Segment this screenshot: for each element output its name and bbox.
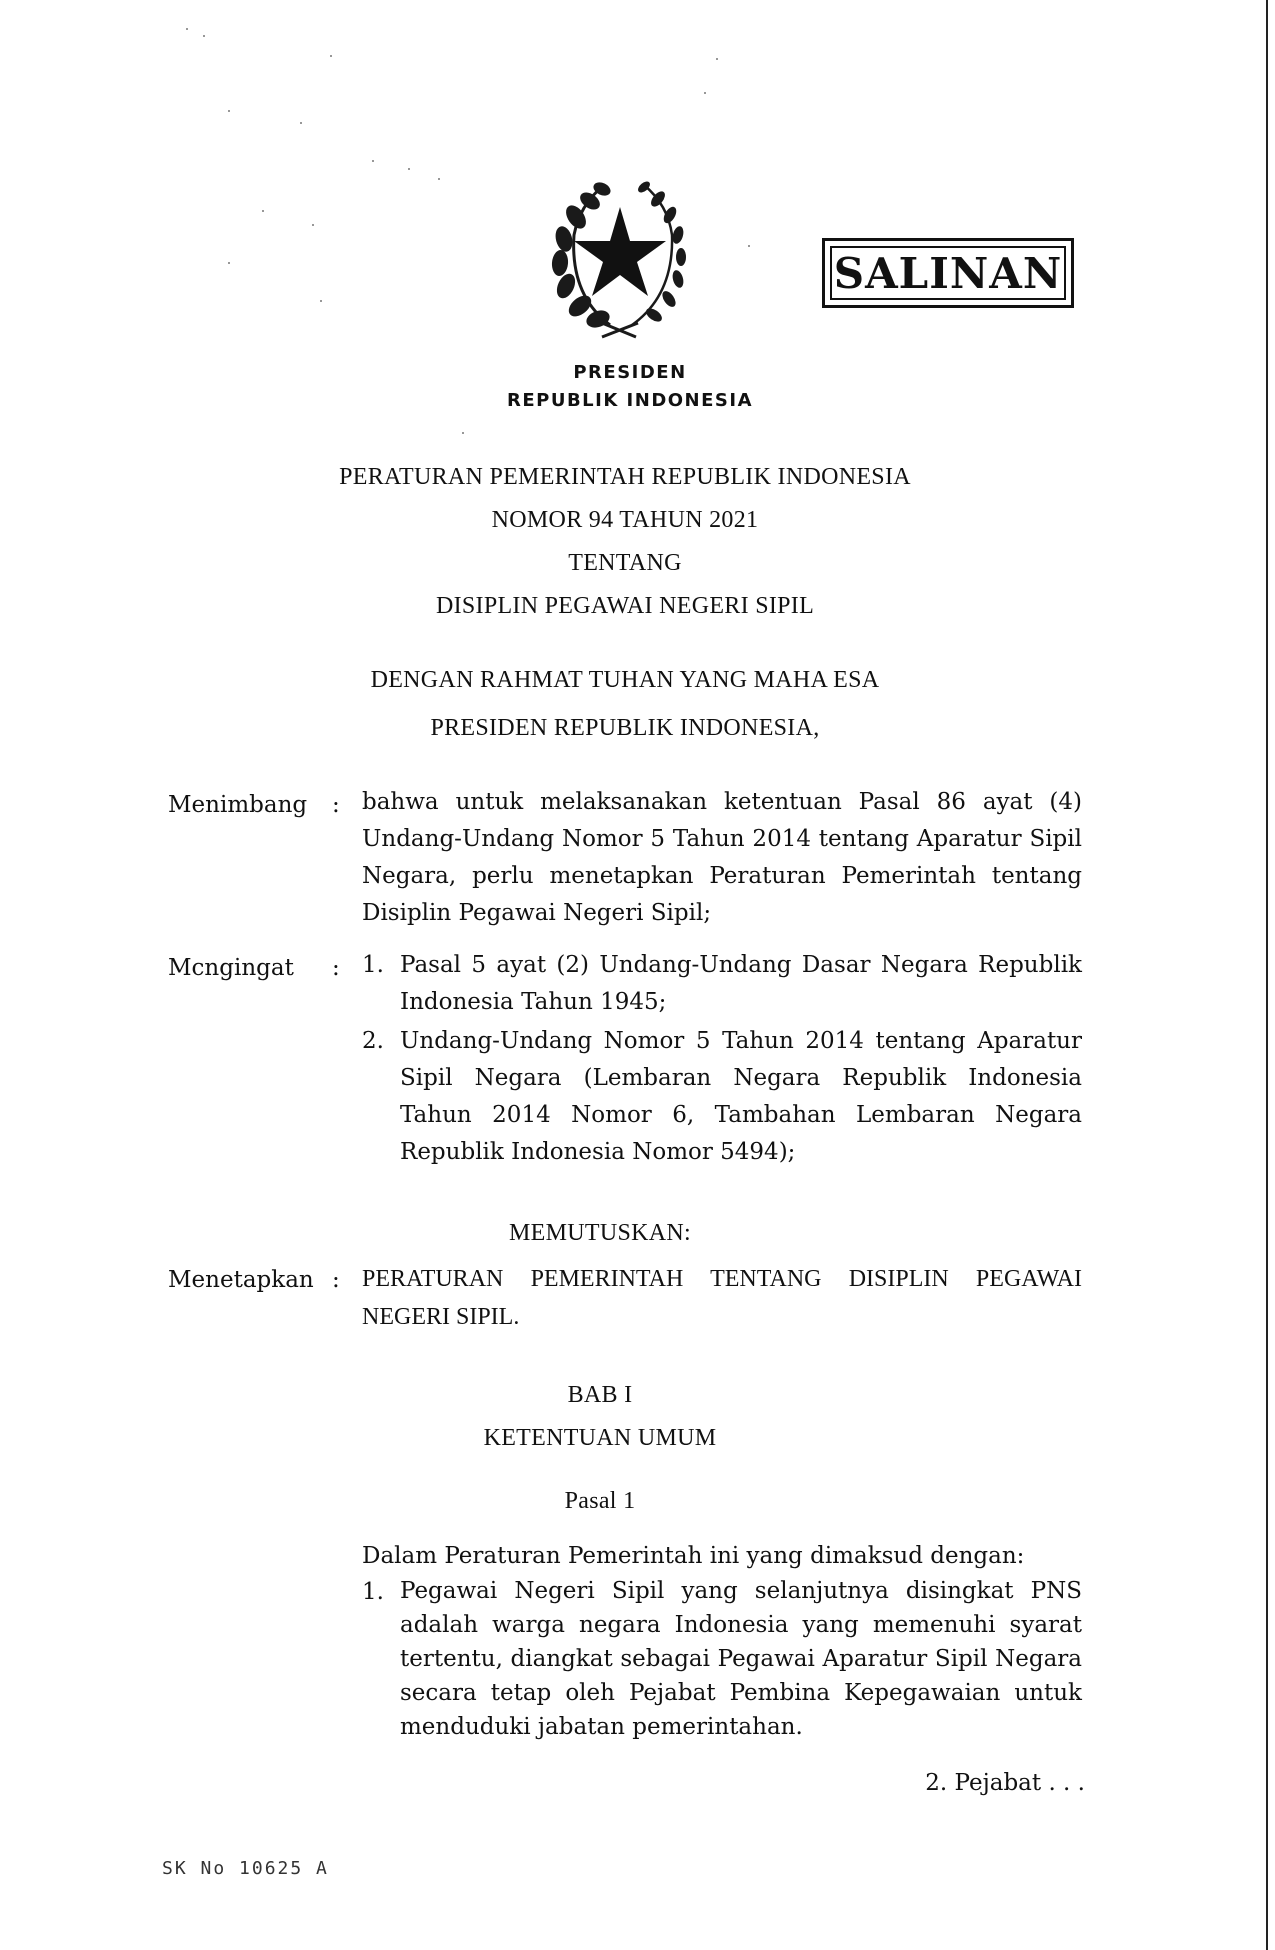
page-right-edge-rule <box>1266 0 1268 1950</box>
salinan-stamp: SALINAN <box>822 238 1074 308</box>
header-republic: REPUBLIK INDONESIA <box>506 390 754 411</box>
article-item: Pegawai Negeri Sipil yang selanjutnya disingkat PNS adalah warga negara Indonesia yang memenuhi syarat tertentu, diangkat sebagai Pegawai Aparatur Sipil Negara secara tetap oleh Pejabat Pembina Kepegawaian untuk menduduki jabatan pemerintahan. <box>400 1578 1082 1740</box>
header-president: PRESIDEN <box>573 362 687 383</box>
doc-subject: DISIPLIN PEGAWAI NEGERI SIPIL <box>435 593 815 619</box>
doc-tentang: TENTANG <box>568 550 682 576</box>
chapter-title: KETENTUAN UMUM <box>483 1425 717 1451</box>
chapter-number: BAB I <box>567 1382 633 1408</box>
preamble-line1: DENGAN RAHMAT TUHAN YANG MAHA ESA <box>370 667 880 693</box>
menetapkan-text: PERATURAN PEMERINTAH TENTANG DISIPLIN PEGAWAI NEGERI SIPIL. <box>362 1266 1082 1330</box>
mengingat-label: Mcngingat <box>168 955 294 981</box>
presidential-star-emblem-icon <box>540 165 700 340</box>
memutuskan-heading: MEMUTUSKAN: <box>509 1220 691 1246</box>
menetapkan-colon: : <box>332 1267 340 1293</box>
article-number: Pasal 1 <box>564 1488 636 1514</box>
menetapkan-label: Menetapkan <box>168 1267 314 1293</box>
menimbang-text: bahwa untuk melaksanakan ketentuan Pasal 86 ayat (4) Undang-Undang Nomor 5 Tahun 2014 tentang Aparatur Sipil Negara, perlu menetapkan Peraturan Pemerintah tentang Disiplin Pegawai Negeri Sipil; <box>362 789 1082 926</box>
next-page-catchword: 2. Pejabat . . . <box>925 1770 1085 1796</box>
article-item-num: 1. <box>362 1579 384 1605</box>
document-code: SK No 10625 A <box>162 1858 329 1879</box>
doc-title-line1: PERATURAN PEMERINTAH REPUBLIK INDONESIA <box>339 464 911 490</box>
menimbang-colon: : <box>332 792 340 818</box>
preamble-line2: PRESIDEN REPUBLIK INDONESIA, <box>430 715 820 741</box>
article-intro: Dalam Peraturan Pemerintah ini yang dimaksud dengan: <box>362 1543 1025 1569</box>
doc-number: NOMOR 94 TAHUN 2021 <box>491 507 759 533</box>
mengingat-item-num: 1. <box>362 952 384 978</box>
mengingat-item: Undang-Undang Nomor 5 Tahun 2014 tentang Aparatur Sipil Negara (Lembaran Negara Republik Indonesia Tahun 2014 Nomor 6, Tambahan Lembaran Negara Republik Indonesia Nomor 5494); <box>400 1028 1082 1165</box>
mengingat-item-num: 2. <box>362 1028 384 1054</box>
mengingat-colon: : <box>332 955 340 981</box>
menimbang-label: Menimbang <box>168 792 308 818</box>
mengingat-item: Pasal 5 ayat (2) Undang-Undang Dasar Negara Republik Indonesia Tahun 1945; <box>400 952 1082 1015</box>
